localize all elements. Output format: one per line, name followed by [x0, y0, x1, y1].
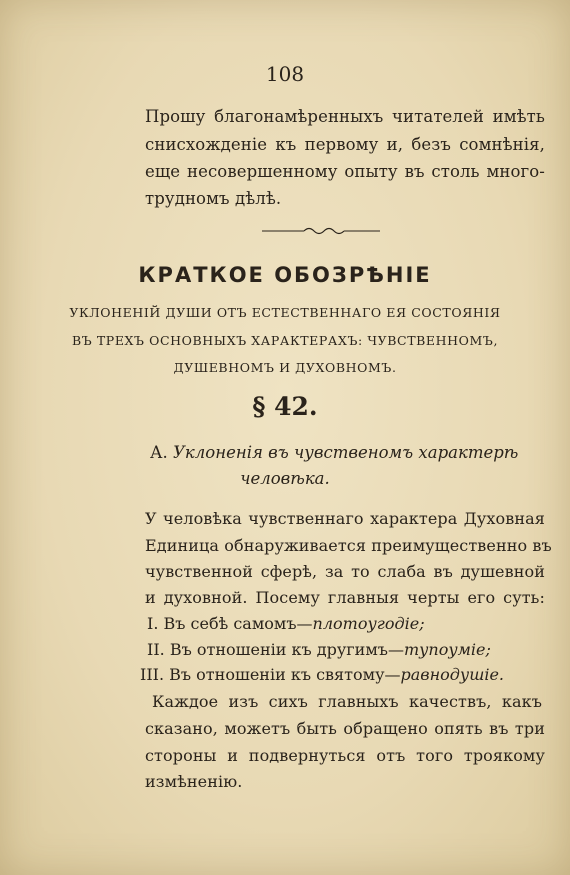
subheading-line: ВЪ ТРЕХЪ ОСНОВНЫХЪ ХАРАКТЕРАХЪ: ЧУВСТВЕННОМЪ, — [71, 333, 499, 348]
section-heading: КРАТКОЕ ОБОЗРѢНІЕ — [138, 263, 432, 287]
trait-numeral: III. — [140, 665, 165, 684]
paragraph-line: У человѣка чувственнаго характера Духовная — [145, 509, 545, 528]
intro-line: трудномъ дѣлѣ. — [145, 189, 282, 208]
closing-line: стороны и подвернуться отъ того троякому — [145, 746, 545, 765]
paragraph-line: Единица обнаруживается преимущественно въ — [145, 536, 552, 555]
paragraph-line: чувственной сферѣ, за то слаба въ душевной — [145, 562, 545, 581]
trait-value: плотоугодіе; — [312, 614, 425, 633]
subsection-title-cont: человѣка. — [240, 469, 330, 488]
subheading-line: УКЛОНЕНІЙ ДУШИ ОТЪ ЕСТЕСТВЕННАГО ЕЯ СОСТОЯНІЯ — [69, 305, 501, 320]
intro-line: еще несовершенному опыту въ столь много- — [145, 162, 545, 181]
intro-line: снисхожденіе къ первому и, безъ сомнѣнія, — [145, 135, 545, 154]
trait-label: Въ себѣ самомъ— — [163, 614, 313, 633]
trait-numeral: II. — [147, 640, 165, 659]
subheading-line: ДУШЕВНОМЪ И ДУХОВНОМЪ. — [173, 360, 397, 375]
trait-value: равнодушіе. — [400, 665, 505, 684]
subsection-title-text: Уклоненія въ чувственомъ характерѣ — [173, 443, 519, 462]
ornament-divider — [262, 226, 380, 236]
closing-line: Каждое изъ сихъ главныхъ качествъ, какъ — [152, 692, 542, 711]
section-number: § 42. — [252, 392, 318, 421]
trait-label: Въ отношеніи къ святому— — [169, 665, 401, 684]
subsection-title — [150, 443, 518, 462]
trait-row — [147, 640, 491, 659]
trait-row — [147, 614, 425, 633]
trait-row — [140, 665, 504, 684]
trait-numeral: I. — [147, 614, 159, 633]
subsection-letter: А. — [150, 443, 168, 462]
page-number: 108 — [265, 62, 305, 86]
intro-line: Прошу благонамѣренныхъ читателей имѣть — [145, 107, 545, 126]
closing-line: сказано, можетъ быть обращено опять въ три — [145, 719, 545, 738]
trait-value: тупоуміе; — [403, 640, 491, 659]
trait-label: Въ отношеніи къ другимъ— — [169, 640, 404, 659]
closing-line: измѣненію. — [145, 772, 243, 791]
paragraph-line: и духовной. Посему главныя черты его суть: — [145, 588, 545, 607]
